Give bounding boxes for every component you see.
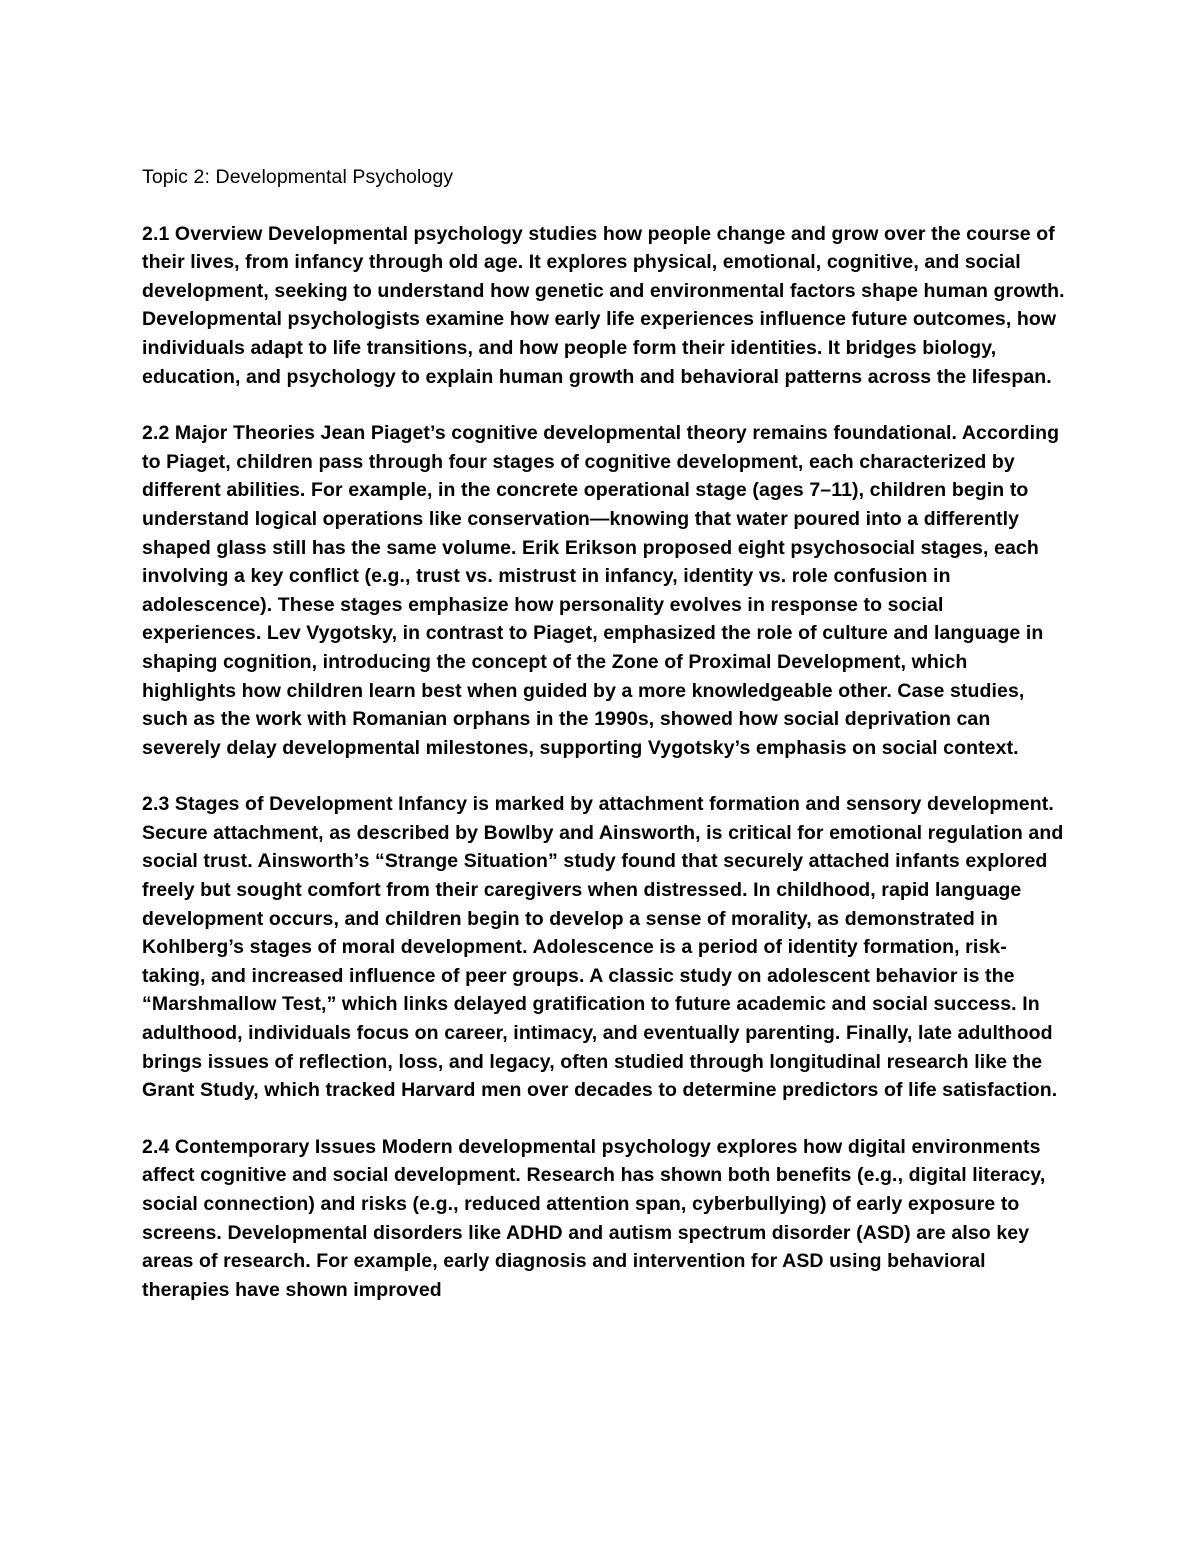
- section-2-2-major-theories: 2.2 Major Theories Jean Piaget’s cognitive developmental theory remains foundational. According to Piaget, children pass through four stages of cognitive development, each characterized by different abilities. For example, in the concrete operational stage (ages 7–11), children begin to understand logical operations like conservation—knowing that water poured into a differently shaped glass still has the same volume. Erik Erikson proposed eight psychosocial stages, each involving a key conflict (e.g., trust vs. mistrust in infancy, identity vs. role confusion in adolescence). These stages emphasize how personality evolves in response to social experiences. Lev Vygotsky, in contrast to Piaget, emphasized the role of culture and language in shaping cognition, introducing the concept of the Zone of Proximal Development, which highlights how children learn best when guided by a more knowledgeable other. Case studies, such as the work with Romanian orphans in the 1990s, showed how social deprivation can severely delay developmental milestones, supporting Vygotsky’s emphasis on social context.: [142, 422, 1060, 759]
- section-2-1-overview: 2.1 Overview Developmental psychology studies how people change and grow over the course of their lives, from infancy through old age. It explores physical, emotional, cognitive, and social development, seeking to understand how genetic and environmental factors shape human growth. Developmental psychologists examine how early life experiences influence future outcomes, how individuals adapt to life transitions, and how people form their identities. It bridges biology, education, and psychology to explain human growth and behavioral patterns across the lifespan.: [142, 222, 1065, 388]
- section-2-3-stages-of-development: 2.3 Stages of Development Infancy is marked by attachment formation and sensory development. Secure attachment, as described by Bowlby and Ainsworth, is critical for emotional regulation and social trust. Ainsworth’s “Strange Situation” study found that securely attached infants explored freely but sought comfort from their caregivers when distressed. In childhood, rapid language development occurs, and children begin to develop a sense of morality, as demonstrated in Kohlberg’s stages of moral development. Adolescence is a period of identity formation, risk-taking, and increased influence of peer groups. A classic study on adolescent behavior is the “Marshmallow Test,” which links delayed gratification to future academic and social success. In adulthood, individuals focus on career, intimacy, and eventually parenting. Finally, late adulthood brings issues of reflection, loss, and legacy, often studied through longitudinal research like the Grant Study, which tracked Harvard men over decades to determine predictors of life satisfaction.: [142, 793, 1064, 1102]
- document-body: [142, 163, 1067, 1332]
- section-2-4-contemporary-issues: 2.4 Contemporary Issues Modern developmental psychology explores how digital environments affect cognitive and social development. Research has shown both benefits (e.g., digital literacy, social connection) and risks (e.g., reduced attention span, cyberbullying) of early exposure to screens. Developmental disorders like ADHD and autism spectrum disorder (ASD) are also key areas of research. For example, early diagnosis and intervention for ASD using behavioral therapies have shown improved: [142, 1135, 1046, 1301]
- document-title: Topic 2: Developmental Psychology: [142, 166, 454, 188]
